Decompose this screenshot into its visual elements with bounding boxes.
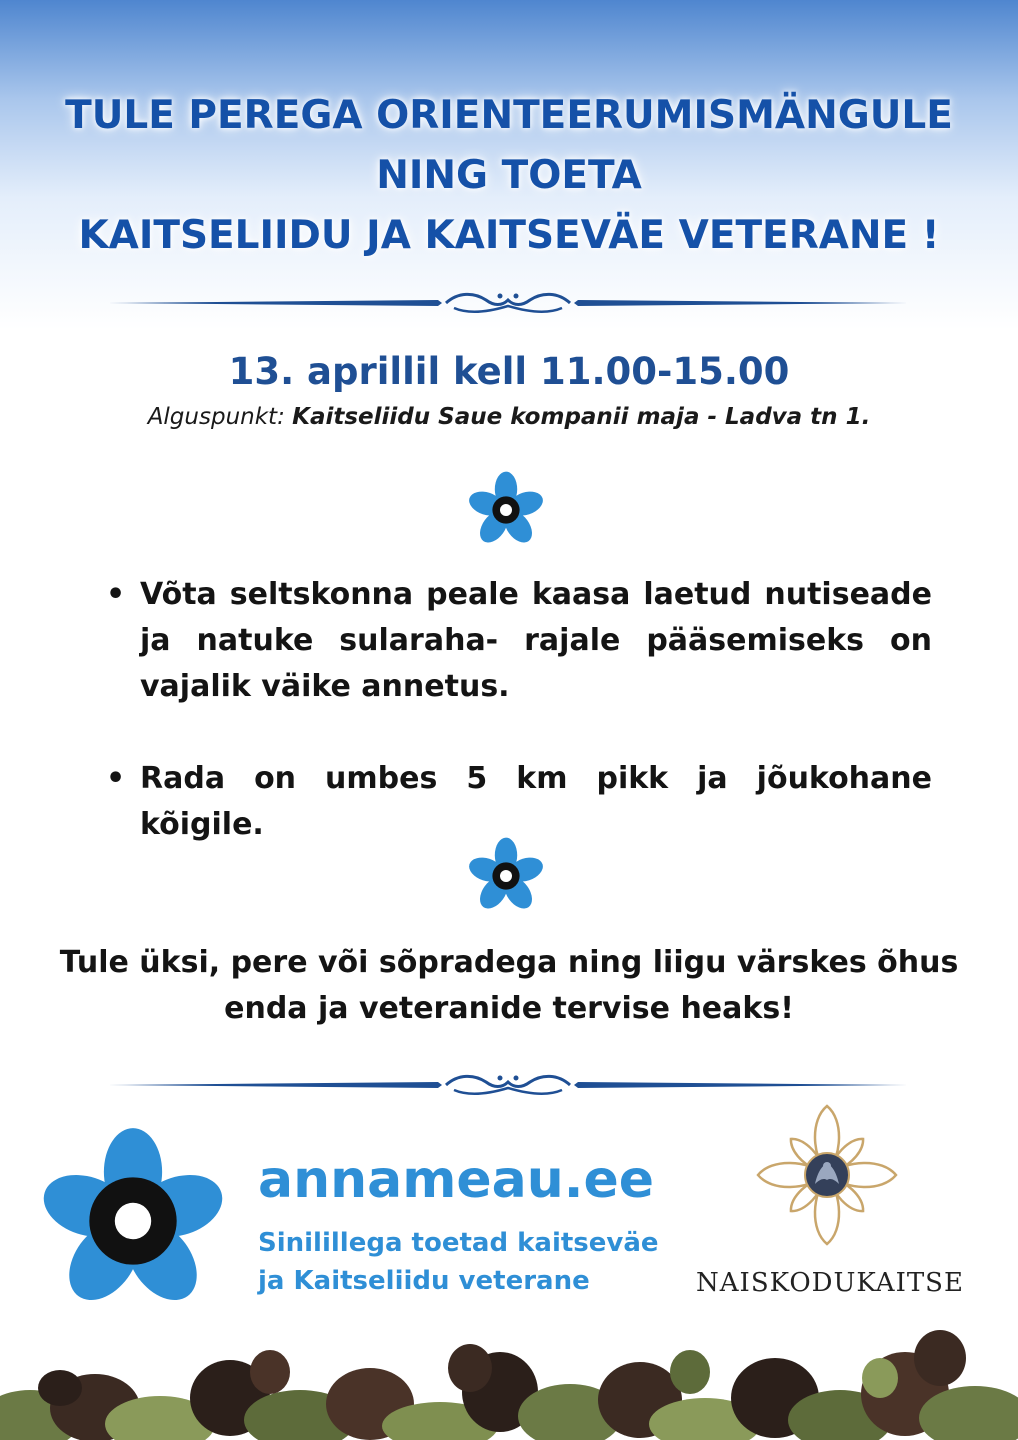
camouflage-leaves-decoration [0,1328,1018,1440]
forget-me-not-icon [466,836,546,916]
event-datetime: 13. aprillil kell 11.00-15.00 [228,350,790,393]
info-list [106,572,932,848]
headline-line-2: NING TOETA [376,153,642,198]
start-label: Alguspunkt: [147,404,285,430]
partner-name: NAISKODUKAITSE [696,1268,964,1298]
closing-line-1: Tule üksi, pere või sõpradega ning liigu värskes õhus [59,945,959,980]
list-item [106,756,932,848]
annameau-logo-flower-icon [42,1124,224,1318]
ornament-divider-top [108,288,908,318]
bullet-icon: • [106,761,126,796]
headline-line-3: KAITSELIIDU JA KAITSEVÄE VETERANE ! [78,213,940,258]
forget-me-not-icon [466,470,546,550]
closing-line-2: enda ja veteranide tervise heaks! [224,991,794,1026]
headline [0,86,1018,266]
closing-message [0,940,1018,1032]
list-item-text: Rada on umbes 5 km pikk ja jõukohane kõigile. [140,761,932,842]
list-item-text: Võta seltskonna peale kaasa laetud nutiseade ja natuke sularaha- rajale pääsemiseks on vajalik väike annetus. [140,577,932,704]
tagline-line-2: ja Kaitseliidu veterane [258,1266,590,1296]
tagline-line-1: Sinilillega toetad kaitseväe [258,1228,659,1258]
bullet-icon: • [106,577,126,612]
headline-line-1: TULE PEREGA ORIENTEERUMISMÄNGULE [65,93,953,138]
brand-name: annameau.ee [258,1150,655,1210]
list-item [106,572,932,710]
ornament-divider-bottom [108,1070,908,1100]
start-place: Kaitseliidu Saue kompanii maja - Ladva tn 1. [292,404,871,430]
brand-tagline [258,1224,659,1300]
start-point [0,404,1018,430]
naiskodukaitse-emblem-icon [752,1100,902,1250]
